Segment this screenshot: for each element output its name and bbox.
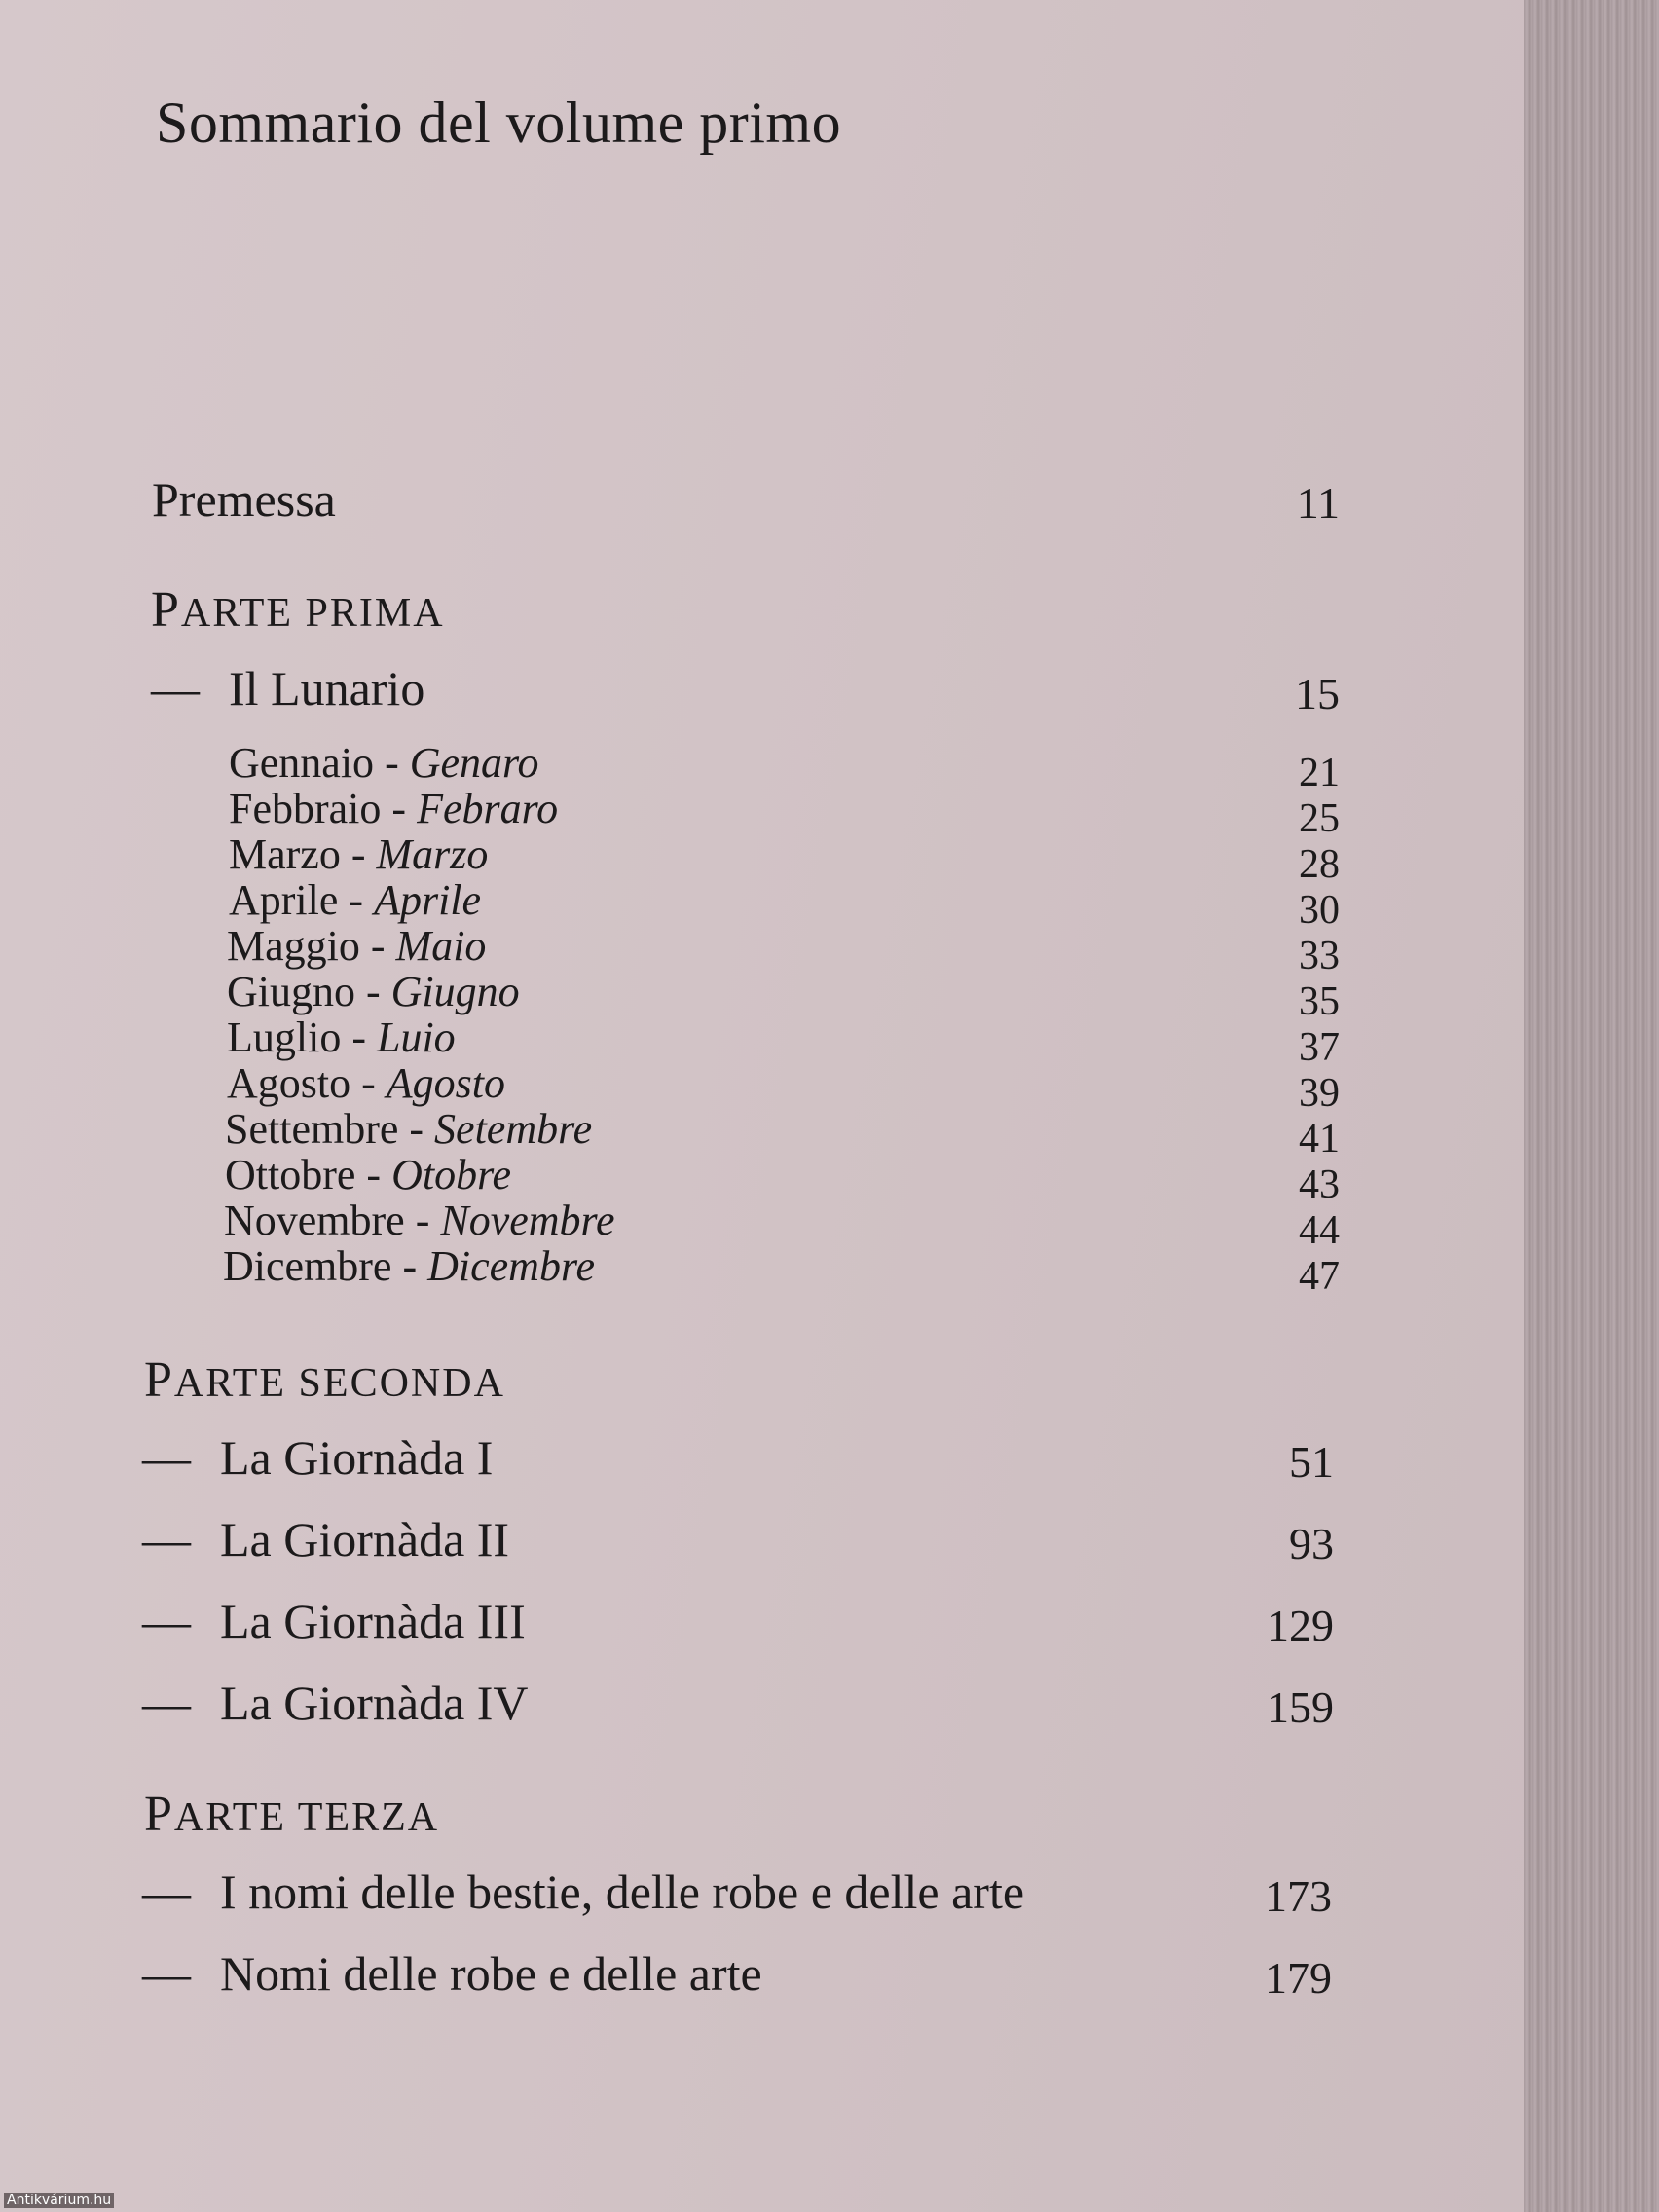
month-row: Ottobre - Otobre [225, 1151, 512, 1198]
month-row: Aprile - Aprile [229, 876, 482, 924]
month-row: Giugno - Giugno [227, 968, 520, 1015]
month-row: Luglio - Luio [227, 1014, 456, 1061]
toc-entry-premessa: Premessa [152, 472, 336, 527]
toc-page: 173 [1265, 1871, 1332, 1921]
toc-entry: — Nomi delle robe e delle arte [142, 1946, 762, 2001]
section-heading-parte-terza: PARTE TERZA [144, 1787, 440, 1842]
month-page: 25 [1299, 796, 1340, 841]
page-edge [1524, 0, 1659, 2212]
month-page: 35 [1299, 979, 1340, 1024]
toc-page: 93 [1289, 1519, 1334, 1568]
month-page: 21 [1299, 751, 1340, 795]
section-heading-parte-prima: PARTE PRIMA [151, 582, 445, 638]
month-page: 33 [1299, 934, 1340, 978]
section-heading-parte-seconda: PARTE SECONDA [144, 1352, 505, 1408]
month-row: Marzo - Marzo [229, 830, 489, 878]
toc-page: 51 [1289, 1437, 1334, 1487]
month-page: 43 [1299, 1162, 1340, 1207]
month-page: 44 [1299, 1208, 1340, 1253]
toc-entry: — La Giornàda IV [142, 1676, 529, 1730]
month-page: 39 [1299, 1071, 1340, 1116]
month-row: Novembre - Novembre [224, 1197, 615, 1244]
toc-page-lunario: 15 [1295, 669, 1340, 719]
toc-page: 129 [1267, 1601, 1334, 1650]
month-page: 28 [1299, 842, 1340, 887]
toc-entry: — La Giornàda II [142, 1512, 510, 1567]
month-row: Febbraio - Febraro [229, 785, 559, 832]
month-row: Gennaio - Genaro [229, 739, 539, 787]
page-title: Sommario del volume primo [156, 91, 842, 155]
month-row: Settembre - Setembre [225, 1105, 593, 1153]
month-row: Agosto - Agosto [227, 1059, 506, 1107]
month-page: 41 [1299, 1117, 1340, 1161]
toc-entry: — I nomi delle bestie, delle robe e delle arte [142, 1864, 1025, 1919]
month-page: 37 [1299, 1025, 1340, 1070]
toc-page: 179 [1265, 1953, 1332, 2003]
watermark: Antikvárium.hu [4, 2193, 114, 2208]
month-page: 30 [1299, 888, 1340, 933]
toc-page-premessa: 11 [1296, 478, 1340, 528]
month-row: Dicembre - Dicembre [223, 1242, 595, 1290]
toc-entry: — La Giornàda III [142, 1594, 526, 1648]
toc-entry-lunario: — Il Lunario [151, 661, 425, 716]
toc-entry: — La Giornàda I [142, 1430, 494, 1485]
toc-page: 159 [1267, 1682, 1334, 1732]
month-page: 47 [1299, 1254, 1340, 1299]
month-row: Maggio - Maio [227, 922, 487, 970]
